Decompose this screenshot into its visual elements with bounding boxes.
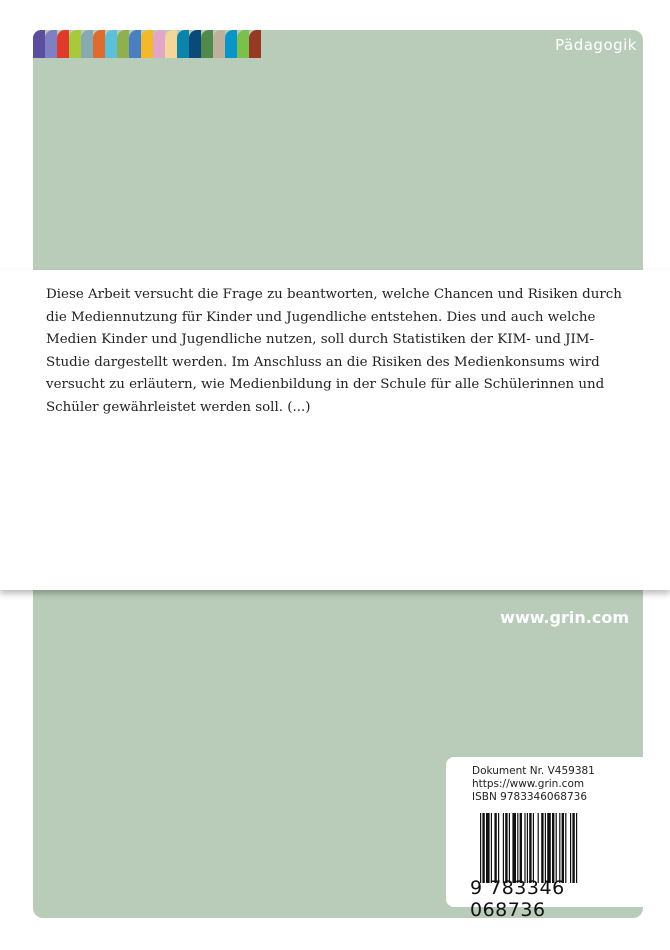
- color-stripe: [213, 30, 225, 58]
- blurb-band: [0, 270, 670, 590]
- color-stripe: [57, 30, 69, 58]
- color-stripe: [93, 30, 105, 58]
- isbn-url: https://www.grin.com: [472, 778, 585, 790]
- color-stripe: [249, 30, 261, 58]
- color-stripes: [33, 30, 261, 58]
- color-stripe: [165, 30, 177, 58]
- color-stripe: [189, 30, 201, 58]
- isbn-text: ISBN 9783346068736: [472, 791, 588, 803]
- color-stripe: [201, 30, 213, 58]
- document-number: Dokument Nr. V459381: [472, 765, 595, 777]
- cover-top-panel: [33, 30, 643, 270]
- color-stripe: [129, 30, 141, 58]
- publisher-url[interactable]: www.grin.com: [500, 608, 629, 627]
- category-label: Pädagogik: [555, 36, 637, 54]
- color-stripe: [177, 30, 189, 58]
- color-stripe: [45, 30, 57, 58]
- color-stripe: [69, 30, 81, 58]
- color-stripe: [117, 30, 129, 58]
- color-stripe: [105, 30, 117, 58]
- isbn-meta: [472, 765, 595, 804]
- barcode-icon: [480, 813, 630, 883]
- color-stripe: [33, 30, 45, 58]
- isbn-box: [446, 757, 643, 921]
- color-stripe: [225, 30, 237, 58]
- cover-bottom-panel: [33, 590, 643, 921]
- blurb-text: Diese Arbeit versucht die Frage zu beantworten, welche Chancen und Risiken durch die Mediennutzung für Kinder und Jugendliche entstehen. Dies und auch welche Medien Kinder und Jugendliche nutzen, soll durch Statistiken der KIM- und JIM-Studie dargestellt werden. Im Anschluss an die Risiken des Medienkonsums wird versucht zu erläutern, wie Medienbildung in der Schule für alle Schülerinnen und Schüler gewährleistet werden soll. (...): [46, 287, 622, 415]
- color-stripe: [153, 30, 165, 58]
- barcode-number: 9 783346 068736: [470, 877, 565, 921]
- color-stripe: [237, 30, 249, 58]
- color-stripe: [81, 30, 93, 58]
- color-stripe: [141, 30, 153, 58]
